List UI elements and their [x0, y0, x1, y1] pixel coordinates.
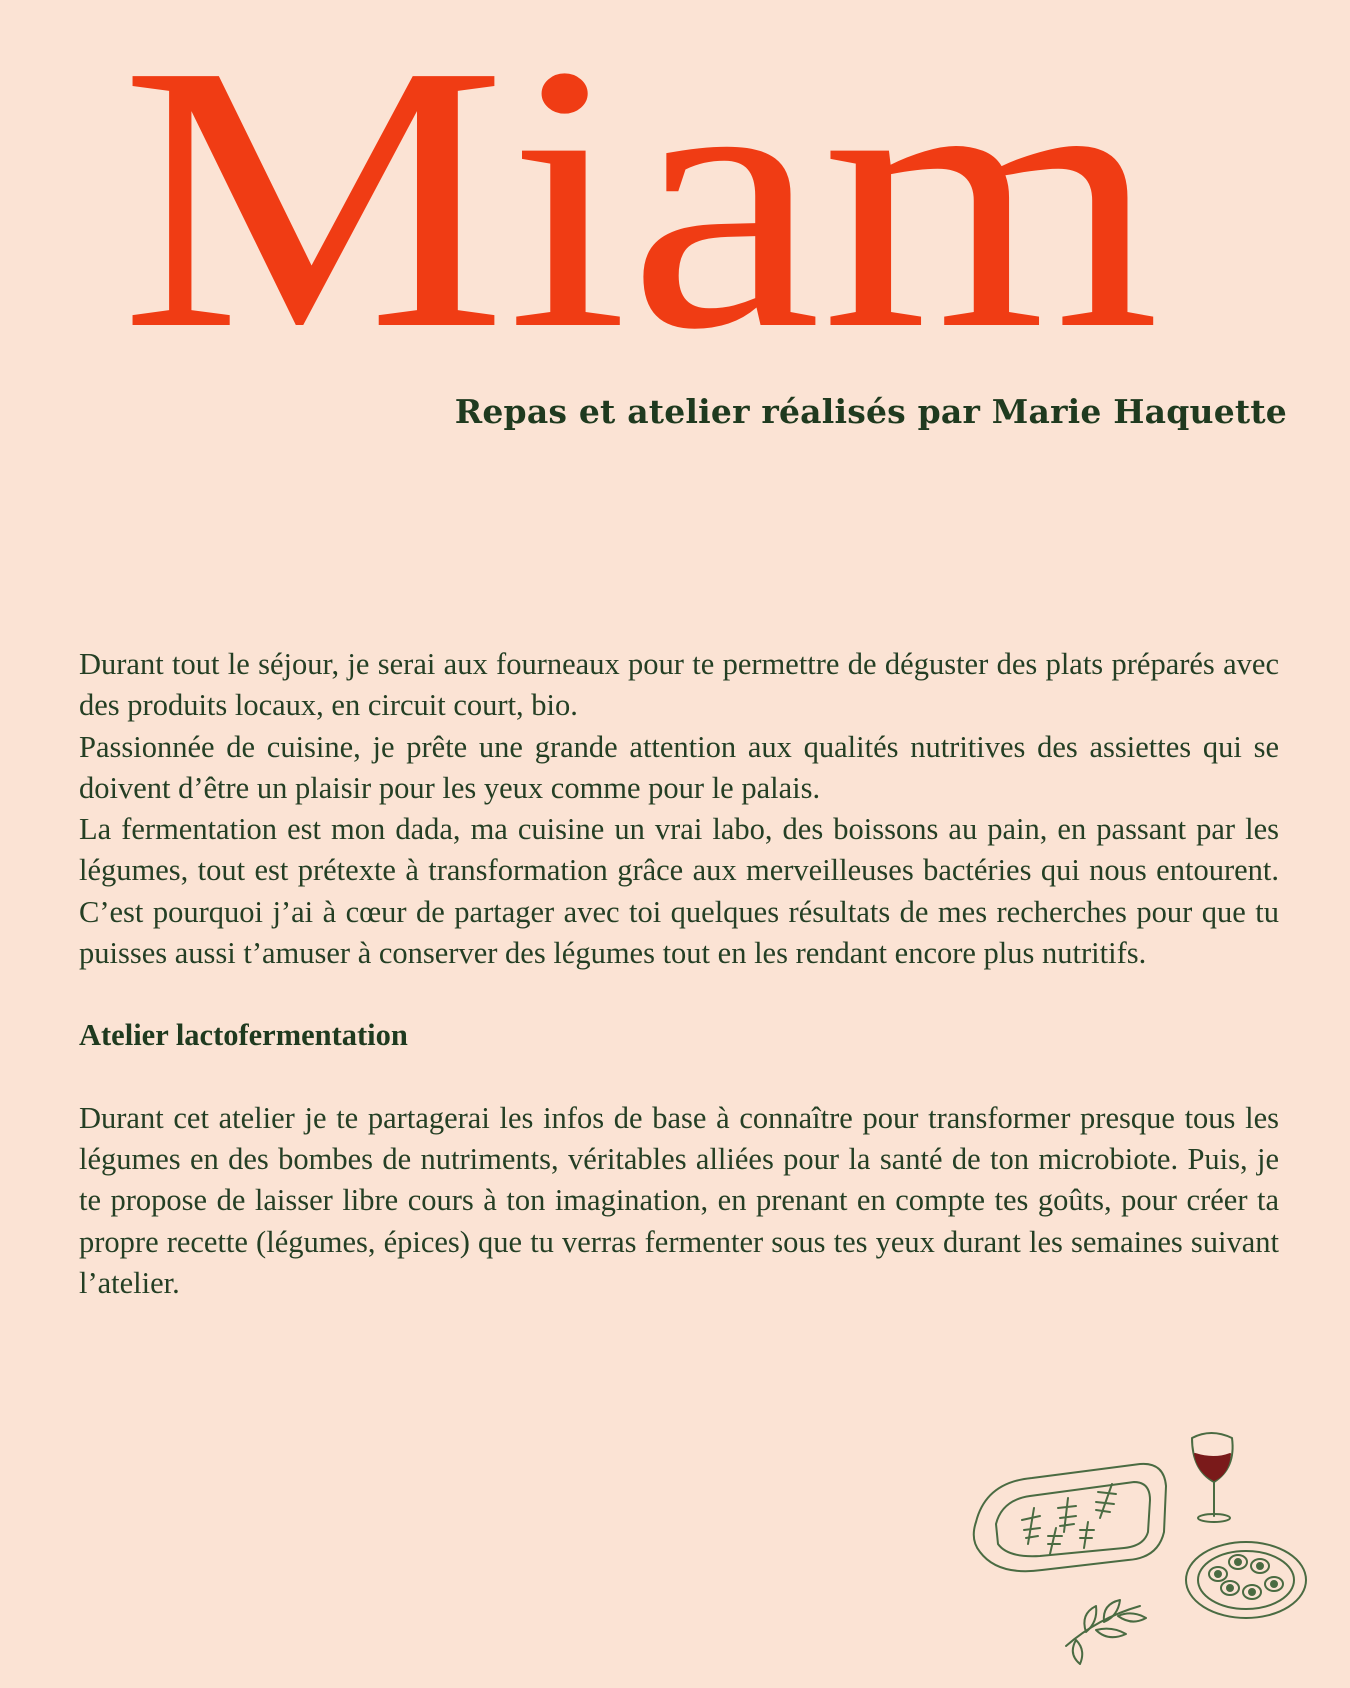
- plate-icon: [1186, 1542, 1306, 1618]
- intro-paragraph-3: La fermentation est mon dada, ma cuisine un vrai labo, des boissons au pain, en passant par les légumes, tout est prétexte à transformation grâce aux merveilleuses bactéries qui nous entourent. C’est pourquoi j’ai à cœur de partager avec toi quelques résultats de mes recherches pour que tu puisses aussi t’amuser à conserver des légumes tout en les rendant encore plus nutritifs.: [79, 812, 1279, 971]
- page-title-text: Miam: [120, 0, 1160, 360]
- wine-glass-icon: [1192, 1433, 1233, 1522]
- tray-icon: [974, 1464, 1166, 1571]
- workshop-heading: Atelier lactofermentation: [79, 1018, 408, 1053]
- olive-branch-icon: [1066, 1600, 1146, 1664]
- intro-paragraph-2: Passionnée de cuisine, je prête une grande attention aux qualités nutritives des assiettes qui se doivent d’être un plaisir pour les yeux comme pour le palais.: [79, 729, 1279, 805]
- food-illustration: [968, 1420, 1320, 1680]
- intro-paragraph-1: Durant tout le séjour, je serai aux fourneaux pour te permettre de déguster des plats préparés avec des produits locaux, en circuit court, bio.: [79, 647, 1279, 723]
- subtitle: Repas et atelier réalisés par Marie Haquette: [454, 392, 1287, 431]
- main-content: [79, 644, 1279, 1304]
- workshop-paragraph: Durant cet atelier je te partagerai les infos de base à connaître pour transformer presque tous les légumes en des bombes de nutriments, véritables alliées pour la santé de ton microbiote. Puis, je te propose de laisser libre cours à ton imagination, en prenant en compte tes goûts, pour créer ta propre recette (légumes, épices) que tu verras fermenter sous tes yeux durant les semaines suivant l’atelier.: [79, 1100, 1279, 1300]
- page-title: [0, 0, 1350, 360]
- page-title-svg: [0, 0, 1350, 360]
